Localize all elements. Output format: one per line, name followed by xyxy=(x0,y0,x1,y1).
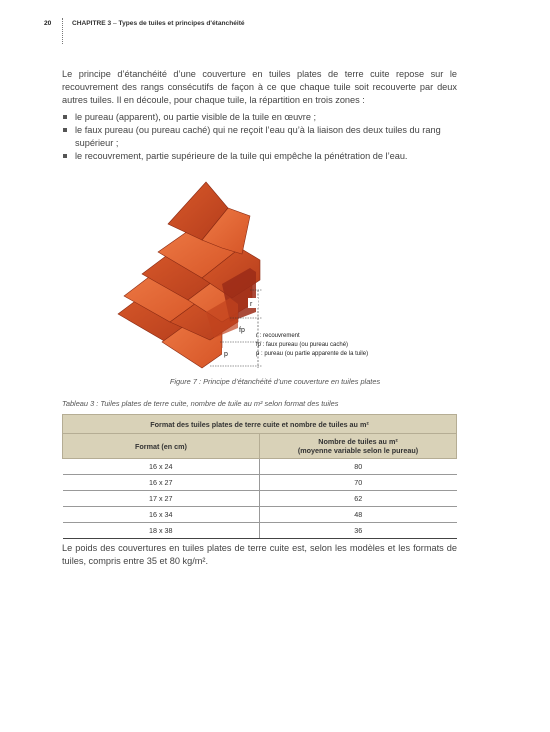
format-cell: 17 x 27 xyxy=(63,491,260,507)
figure-caption: Figure 7 : Principe d’étanchéité d’une couverture en tuiles plates xyxy=(169,377,381,386)
legend-pureau: p : pureau (ou partie apparente de la tuile) xyxy=(256,351,369,357)
page-number: 20 xyxy=(44,20,52,27)
table-row xyxy=(63,523,457,539)
count-cell: 80 xyxy=(260,459,457,475)
bullet-icon xyxy=(63,128,67,132)
count-cell: 62 xyxy=(260,491,457,507)
chapter-heading xyxy=(72,20,245,27)
table-caption: Tableau 3 : Tuiles plates de terre cuite, nombre de tuile au m² selon format des tuiles xyxy=(62,399,339,408)
column-header-count-line1: Nombre de tuiles au m² xyxy=(318,437,398,446)
list-item-text: le recouvrement, partie supérieure de la tuile qui empêche la pénétration de l’eau. xyxy=(75,150,408,161)
table-row xyxy=(63,491,457,507)
label-r: r xyxy=(250,301,253,308)
table-title: Format des tuiles plates de terre cuite et nombre de tuiles au m² xyxy=(63,415,457,434)
list-item-text: le faux pureau (ou pureau caché) qui ne reçoit l’eau qu’à la liaison des deux tuiles du rang supérieur ; xyxy=(75,125,441,148)
list-item xyxy=(62,150,457,163)
legend-recouvrement: r : recouvrement xyxy=(256,333,300,339)
zone-list xyxy=(62,111,457,163)
chapter-label: CHAPITRE 3 xyxy=(72,20,112,27)
column-header-format: Format (en cm) xyxy=(63,434,260,459)
count-cell: 36 xyxy=(260,523,457,539)
header-separator xyxy=(62,18,63,44)
table-title-row xyxy=(63,415,457,434)
list-item xyxy=(62,111,457,124)
legend-faux-pureau: fp : faux pureau (ou pureau caché) xyxy=(256,342,349,348)
format-cell: 16 x 34 xyxy=(63,507,260,523)
list-item xyxy=(62,124,457,149)
chapter-dash: – xyxy=(111,20,119,27)
tile-overlap-illustration xyxy=(110,172,410,372)
count-cell: 70 xyxy=(260,475,457,491)
format-cell: 18 x 38 xyxy=(63,523,260,539)
closing-paragraph: Le poids des couvertures en tuiles plates de terre cuite est, selon les modèles et les formats de tuiles, compris entre 35 et 80 kg/m². xyxy=(62,543,457,566)
label-fp: fp xyxy=(239,327,245,334)
column-header-count-line2: (moyenne variable selon le pureau) xyxy=(297,446,419,455)
table-row xyxy=(63,475,457,491)
table-row xyxy=(63,459,457,475)
bullet-icon xyxy=(63,115,67,119)
bullet-icon xyxy=(63,154,67,158)
format-cell: 16 x 27 xyxy=(63,475,260,491)
count-cell: 48 xyxy=(260,507,457,523)
intro-paragraph: Le principe d’étanchéité d’une couverture en tuiles plates de terre cuite repose sur le recouvrement des rangs consécutifs de façon à ce que chaque tuile soit recouverte par deux autres tuiles. Il en découle, pour chaque tuile, la répartition en trois zones : xyxy=(62,69,457,105)
column-header-count xyxy=(260,434,457,459)
tile-format-table xyxy=(62,414,457,539)
table-row xyxy=(63,507,457,523)
format-cell: 16 x 24 xyxy=(63,459,260,475)
chapter-title: Types de tuiles et principes d'étanchéité xyxy=(118,20,245,27)
label-p: p xyxy=(224,351,228,358)
table-header-row xyxy=(63,434,457,459)
list-item-text: le pureau (apparent), ou partie visible de la tuile en œuvre ; xyxy=(75,112,317,122)
